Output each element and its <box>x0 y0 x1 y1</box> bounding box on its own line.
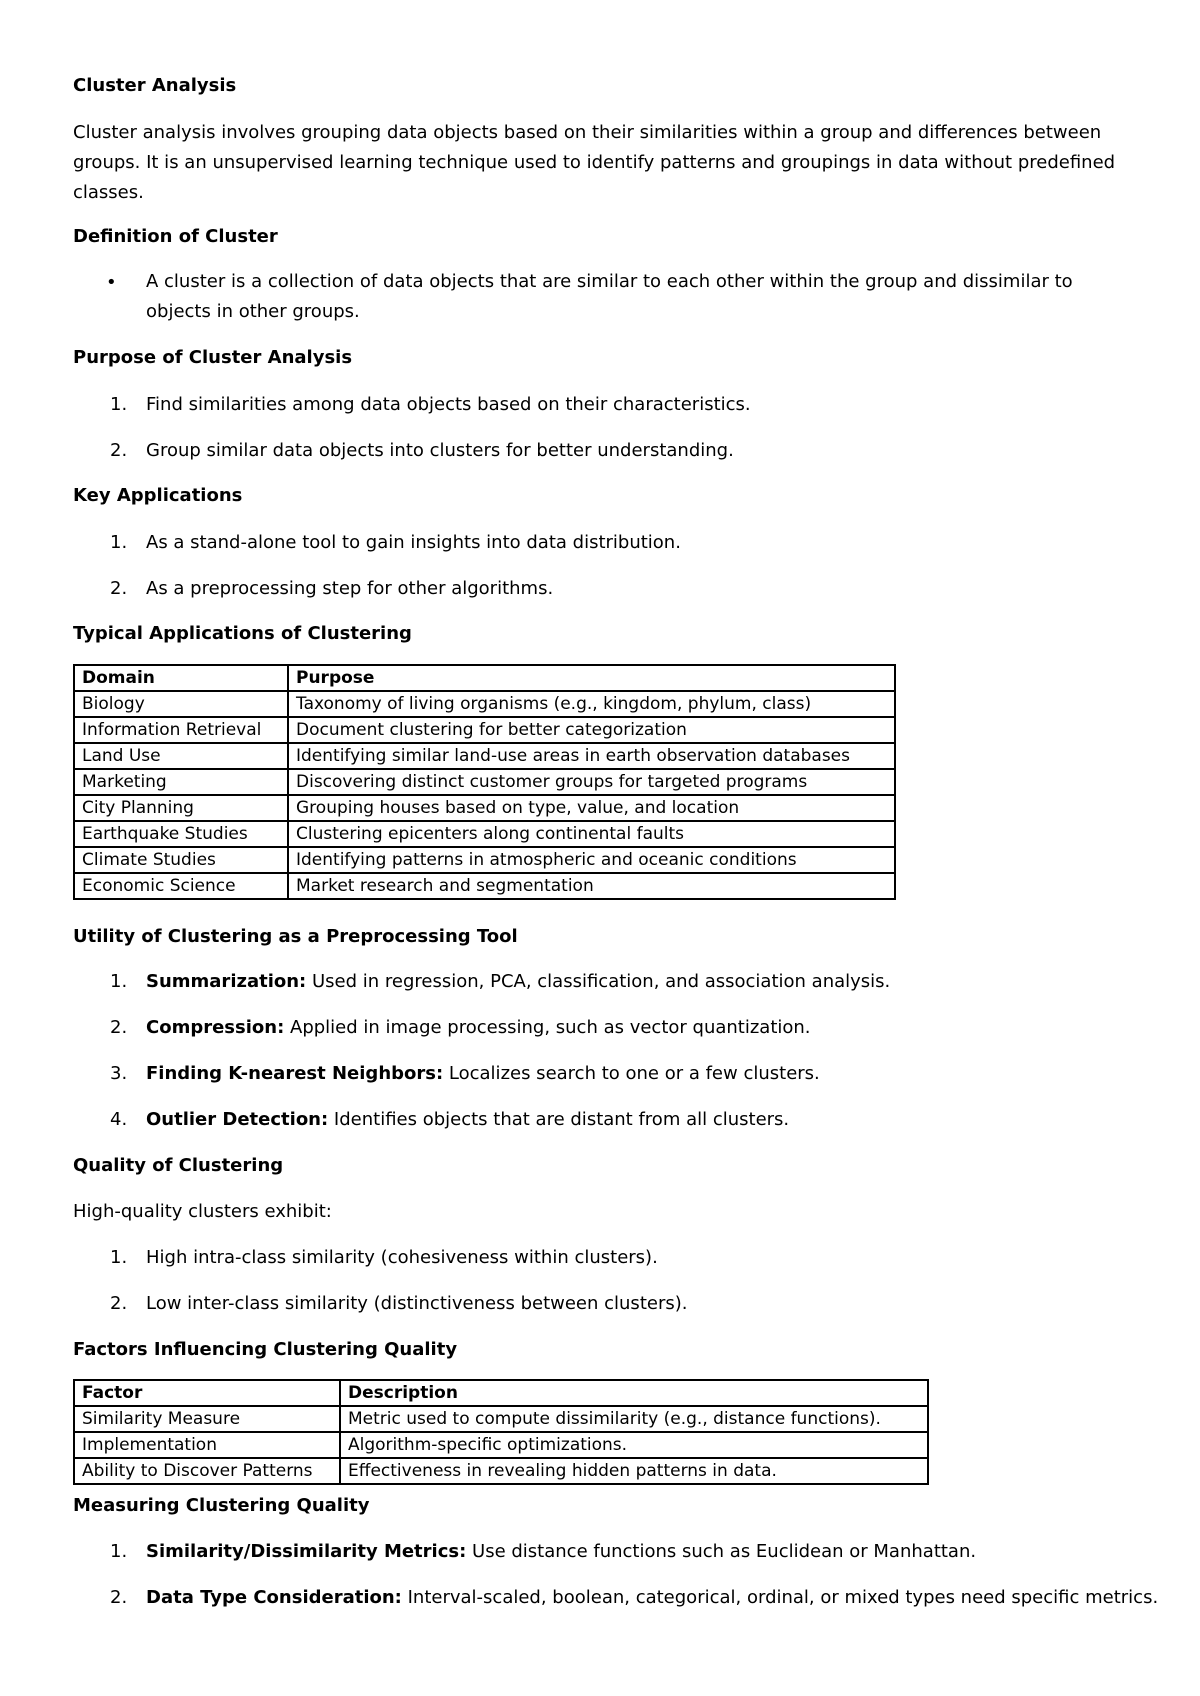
key-applications-heading: Key Applications <box>73 485 243 506</box>
factors-table <box>73 1379 929 1485</box>
measuring-text: Interval-scaled, boolean, categorical, ordinal, or mixed types need specific metrics. <box>401 1587 1159 1608</box>
table-cell: Market research and segmentation <box>288 873 895 899</box>
table-cell: Identifying similar land-use areas in earth observation databases <box>288 743 895 769</box>
table-row <box>74 873 895 899</box>
bullet-marker: • <box>106 272 117 293</box>
quality-heading: Quality of Clustering <box>73 1155 284 1176</box>
table-cell: Document clustering for better categorization <box>288 717 895 743</box>
table-cell: Similarity Measure <box>74 1406 340 1432</box>
table-header-row <box>74 1380 928 1406</box>
measuring-heading: Measuring Clustering Quality <box>73 1495 370 1516</box>
list-number: 2. <box>110 578 128 599</box>
measuring-term: Data Type Consideration: <box>146 1587 402 1608</box>
utility-item <box>146 1016 811 1040</box>
table-cell: Ability to Discover Patterns <box>74 1458 340 1484</box>
table-cell: Implementation <box>74 1432 340 1458</box>
definition-heading: Definition of Cluster <box>73 226 278 247</box>
utility-item <box>146 970 890 994</box>
key-application-item: As a stand-alone tool to gain insights into data distribution. <box>146 532 681 553</box>
measuring-item <box>146 1540 976 1564</box>
table-row <box>74 795 895 821</box>
measuring-term: Similarity/Dissimilarity Metrics: <box>146 1541 467 1562</box>
key-application-item: As a preprocessing step for other algorithms. <box>146 578 554 599</box>
quality-item: Low inter-class similarity (distinctiveness between clusters). <box>146 1293 688 1314</box>
table-cell: Clustering epicenters along continental faults <box>288 821 895 847</box>
purpose-heading: Purpose of Cluster Analysis <box>73 347 353 368</box>
measuring-text: Use distance functions such as Euclidean or Manhattan. <box>466 1541 977 1562</box>
typical-applications-table <box>73 664 896 900</box>
utility-text: Applied in image processing, such as vector quantization. <box>284 1017 811 1038</box>
list-number: 4. <box>110 1109 128 1130</box>
utility-term: Summarization: <box>146 971 307 992</box>
table-row <box>74 821 895 847</box>
list-number: 1. <box>110 1541 128 1562</box>
list-number: 1. <box>110 394 128 415</box>
list-number: 2. <box>110 440 128 461</box>
table-row <box>74 1458 928 1484</box>
table-cell: City Planning <box>74 795 288 821</box>
list-number: 1. <box>110 971 128 992</box>
table-header-row <box>74 665 895 691</box>
purpose-item: Group similar data objects into clusters for better understanding. <box>146 440 734 461</box>
table-cell: Earthquake Studies <box>74 821 288 847</box>
table-header-cell: Purpose <box>288 665 895 691</box>
utility-text: Localizes search to one or a few clusters. <box>443 1063 820 1084</box>
table-cell: Information Retrieval <box>74 717 288 743</box>
table-row <box>74 691 895 717</box>
table-cell: Discovering distinct customer groups for targeted programs <box>288 769 895 795</box>
table-cell: Land Use <box>74 743 288 769</box>
table-row <box>74 743 895 769</box>
table-cell: Grouping houses based on type, value, and location <box>288 795 895 821</box>
list-number: 3. <box>110 1063 128 1084</box>
table-row <box>74 717 895 743</box>
list-number: 2. <box>110 1587 128 1608</box>
list-number: 2. <box>110 1017 128 1038</box>
table-row <box>74 1406 928 1432</box>
table-cell: Taxonomy of living organisms (e.g., kingdom, phylum, class) <box>288 691 895 717</box>
table-cell: Economic Science <box>74 873 288 899</box>
measuring-item <box>146 1586 1158 1610</box>
typical-applications-heading: Typical Applications of Clustering <box>73 623 412 644</box>
utility-item <box>146 1108 789 1132</box>
purpose-item: Find similarities among data objects based on their characteristics. <box>146 394 751 415</box>
utility-term: Compression: <box>146 1017 285 1038</box>
list-number: 1. <box>110 1247 128 1268</box>
table-row <box>74 1432 928 1458</box>
utility-term: Outlier Detection: <box>146 1109 329 1130</box>
table-header-cell: Factor <box>74 1380 340 1406</box>
list-number: 2. <box>110 1293 128 1314</box>
factors-heading: Factors Influencing Clustering Quality <box>73 1339 458 1360</box>
table-cell: Identifying patterns in atmospheric and oceanic conditions <box>288 847 895 873</box>
table-header-cell: Domain <box>74 665 288 691</box>
list-number: 1. <box>110 532 128 553</box>
table-cell: Climate Studies <box>74 847 288 873</box>
utility-heading: Utility of Clustering as a Preprocessing Tool <box>73 926 518 947</box>
utility-term: Finding K-nearest Neighbors: <box>146 1063 444 1084</box>
intro-paragraph: Cluster analysis involves grouping data objects based on their similarities within a group and differences between groups. It is an unsupervised learning technique used to identify patterns and groupings in data without predefined classes. <box>73 122 1116 203</box>
page-title: Cluster Analysis <box>73 75 237 96</box>
table-row <box>74 769 895 795</box>
table-cell: Biology <box>74 691 288 717</box>
table-cell: Metric used to compute dissimilarity (e.g., distance functions). <box>340 1406 928 1432</box>
definition-bullet: A cluster is a collection of data objects that are similar to each other within the group and dissimilar to objects in other groups. <box>146 271 1073 322</box>
utility-text: Identifies objects that are distant from all clusters. <box>328 1109 790 1130</box>
table-cell: Algorithm-specific optimizations. <box>340 1432 928 1458</box>
table-row <box>74 847 895 873</box>
utility-item <box>146 1062 820 1086</box>
table-cell: Effectiveness in revealing hidden patterns in data. <box>340 1458 928 1484</box>
quality-lead: High-quality clusters exhibit: <box>73 1201 332 1222</box>
table-cell: Marketing <box>74 769 288 795</box>
table-header-cell: Description <box>340 1380 928 1406</box>
quality-item: High intra-class similarity (cohesiveness within clusters). <box>146 1247 658 1268</box>
utility-text: Used in regression, PCA, classification, and association analysis. <box>306 971 891 992</box>
